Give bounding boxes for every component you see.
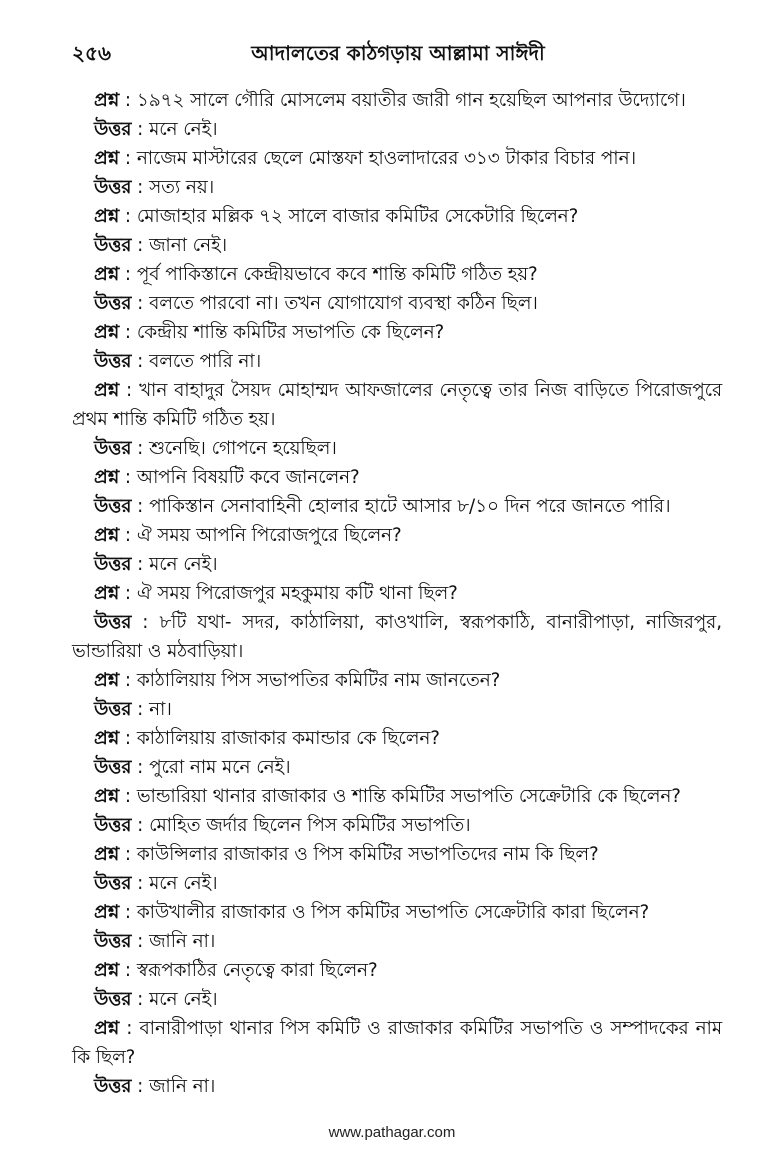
qa-text: স্বরূপকাঠির নেতৃত্বে কারা ছিলেন? — [136, 960, 378, 981]
qa-separator: : — [119, 148, 137, 169]
qa-label: উত্তর — [94, 119, 132, 140]
qa-label: প্রশ্ন — [94, 467, 120, 488]
qa-label: প্রশ্ন — [94, 1018, 120, 1039]
qa-entry — [72, 173, 722, 202]
qa-entry — [72, 289, 722, 318]
qa-text: ৮টি যথা- সদর, কাঠালিয়া, কাওখালি, স্বরূপকাঠি, বানারীপাড়া, নাজিরপুর, ভান্ডারিয়া ও মঠবাড়িয়া। — [72, 612, 722, 662]
qa-text: কাউখালীর রাজাকার ও পিস কমিটির সভাপতি সেক্রেটারি কারা ছিলেন? — [136, 902, 650, 923]
qa-separator: : — [131, 119, 150, 140]
qa-entry — [72, 608, 722, 666]
qa-label: উত্তর — [94, 989, 132, 1010]
qa-entry — [72, 492, 722, 521]
qa-separator: : — [119, 728, 137, 749]
qa-separator: : — [119, 264, 137, 285]
qa-entry — [72, 1072, 722, 1101]
qa-entry — [72, 666, 722, 695]
qa-entry — [72, 840, 722, 869]
qa-text: পূর্ব পাকিস্তানে কেন্দ্রীয়ভাবে কবে শান্তি কমিটি গঠিত হয়? — [136, 264, 538, 285]
qa-label: প্রশ্ন — [94, 960, 120, 981]
qa-label: উত্তর — [94, 177, 132, 198]
qa-entry — [72, 898, 722, 927]
qa-label: উত্তর — [94, 438, 132, 459]
qa-label: উত্তর — [94, 815, 132, 836]
qa-separator: : — [119, 467, 137, 488]
qa-entry — [72, 318, 722, 347]
qa-text: সত্য নয়। — [149, 177, 215, 198]
qa-entry — [72, 695, 722, 724]
qa-text: কাঠালিয়ায় পিস সভাপতির কমিটির নাম জানতেন? — [136, 670, 501, 691]
qa-text: কেন্দ্রীয় শান্তি কমিটির সভাপতি কে ছিলেন? — [136, 322, 445, 343]
qa-label: উত্তর — [94, 757, 132, 778]
qa-text: মনে নেই। — [149, 873, 218, 894]
qa-label: প্রশ্ন — [94, 583, 120, 604]
qa-entry — [72, 579, 722, 608]
qa-label: প্রশ্ন — [94, 844, 120, 865]
qa-label: উত্তর — [94, 554, 132, 575]
qa-separator: : — [131, 989, 150, 1010]
qa-separator: : — [119, 786, 137, 807]
qa-entry — [72, 521, 722, 550]
qa-separator: : — [131, 177, 150, 198]
question-answer-list — [72, 86, 722, 1101]
qa-text: জানি না। — [149, 931, 216, 952]
qa-text: মনে নেই। — [149, 554, 218, 575]
qa-separator: : — [131, 438, 150, 459]
qa-separator: : — [131, 1076, 150, 1097]
qa-label: উত্তর — [94, 931, 132, 952]
qa-separator: : — [119, 1018, 140, 1039]
qa-label: প্রশ্ন — [94, 380, 120, 401]
qa-label: প্রশ্ন — [94, 90, 120, 111]
qa-text: বলতে পারি না। — [149, 351, 262, 372]
qa-label: প্রশ্ন — [94, 525, 120, 546]
qa-text: ঐ সময় পিরোজপুর মহকুমায় কটি থানা ছিল? — [136, 583, 458, 604]
qa-label: প্রশ্ন — [94, 206, 120, 227]
qa-separator: : — [131, 554, 150, 575]
qa-entry — [72, 550, 722, 579]
qa-label: উত্তর — [94, 699, 132, 720]
qa-separator: : — [131, 757, 150, 778]
qa-label: উত্তর — [94, 235, 132, 256]
qa-entry — [72, 956, 722, 985]
qa-entry — [72, 231, 722, 260]
qa-separator: : — [119, 844, 137, 865]
qa-text: শুনেছি। গোপনে হয়েছিল। — [149, 438, 337, 459]
qa-text: না। — [149, 699, 172, 720]
qa-entry — [72, 347, 722, 376]
qa-text: কাউন্সিলার রাজাকার ও পিস কমিটির সভাপতিদের নাম কি ছিল? — [136, 844, 599, 865]
qa-text: বানারীপাড়া থানার পিস কমিটি ও রাজাকার কমিটির সভাপতি ও সম্পাদকের নাম কি ছিল? — [72, 1018, 722, 1068]
qa-entry — [72, 927, 722, 956]
qa-label: প্রশ্ন — [94, 264, 120, 285]
qa-entry — [72, 376, 722, 434]
qa-label: প্রশ্ন — [94, 670, 120, 691]
qa-separator: : — [131, 293, 150, 314]
qa-text: আপনি বিষয়টি কবে জানলেন? — [136, 467, 360, 488]
qa-label: উত্তর — [94, 351, 132, 372]
qa-separator: : — [119, 90, 137, 111]
qa-label: উত্তর — [94, 1076, 132, 1097]
qa-text: জানা নেই। — [149, 235, 228, 256]
footer-website: www.pathagar.com — [328, 1124, 456, 1141]
qa-separator: : — [131, 351, 150, 372]
qa-entry — [72, 115, 722, 144]
qa-entry — [72, 86, 722, 115]
qa-separator: : — [131, 931, 150, 952]
qa-text: কাঠালিয়ায় রাজাকার কমান্ডার কে ছিলেন? — [136, 728, 440, 749]
qa-entry — [72, 1014, 722, 1072]
qa-text: নাজেম মাস্টারের ছেলে মোস্তফা হাওলাদারের ৩১৩ টাকার বিচার পান। — [136, 148, 636, 169]
qa-separator: : — [131, 612, 160, 633]
qa-separator: : — [119, 206, 137, 227]
qa-text: ঐ সময় আপনি পিরোজপুরে ছিলেন? — [136, 525, 402, 546]
qa-separator: : — [131, 496, 150, 517]
qa-label: উত্তর — [94, 293, 132, 314]
qa-text: পাকিস্তান সেনাবাহিনী হোলার হাটে আসার ৮/১০ দিন পরে জানতে পারি। — [149, 496, 671, 517]
qa-separator: : — [119, 322, 137, 343]
qa-separator: : — [119, 960, 137, 981]
qa-text: বলতে পারবো না। তখন যোগাযোগ ব্যবস্থা কঠিন ছিল। — [149, 293, 538, 314]
qa-entry — [72, 144, 722, 173]
qa-text: জানি না। — [149, 1076, 216, 1097]
qa-entry — [72, 753, 722, 782]
qa-label: প্রশ্ন — [94, 322, 120, 343]
qa-separator: : — [131, 873, 150, 894]
qa-label: উত্তর — [94, 612, 132, 633]
page-number: ২৫৬ — [72, 41, 111, 65]
qa-label: উত্তর — [94, 873, 132, 894]
qa-text: মোহিত জর্দার ছিলেন পিস কমিটির সভাপতি। — [149, 815, 471, 836]
qa-separator: : — [119, 902, 137, 923]
qa-entry — [72, 463, 722, 492]
qa-text: মোজাহার মল্লিক ৭২ সালে বাজার কমিটির সেকেটারি ছিলেন? — [136, 206, 579, 227]
qa-separator: : — [131, 235, 150, 256]
qa-separator: : — [119, 670, 137, 691]
qa-label: প্রশ্ন — [94, 786, 120, 807]
qa-entry — [72, 869, 722, 898]
qa-entry — [72, 260, 722, 289]
qa-label: প্রশ্ন — [94, 728, 120, 749]
qa-text: পুরো নাম মনে নেই। — [149, 757, 291, 778]
qa-text: মনে নেই। — [149, 989, 218, 1010]
qa-label: প্রশ্ন — [94, 148, 120, 169]
qa-entry — [72, 434, 722, 463]
qa-entry — [72, 811, 722, 840]
qa-separator: : — [131, 815, 150, 836]
qa-label: প্রশ্ন — [94, 902, 120, 923]
qa-entry — [72, 985, 722, 1014]
qa-text: ভান্ডারিয়া থানার রাজাকার ও শান্তি কমিটির সভাপতি সেক্রেটারি কে ছিলেন? — [136, 786, 681, 807]
qa-label: উত্তর — [94, 496, 132, 517]
qa-text: ১৯৭২ সালে গৌরি মোসলেম বয়াতীর জারী গান হয়েছিল আপনার উদ্যোগে। — [136, 90, 686, 111]
running-title: আদালতের কাঠগড়ায় আল্লামা সাঈদী — [251, 41, 545, 65]
qa-entry — [72, 202, 722, 231]
qa-entry — [72, 724, 722, 753]
page-header — [72, 38, 724, 68]
qa-separator: : — [119, 380, 140, 401]
qa-entry — [72, 782, 722, 811]
qa-separator: : — [119, 583, 137, 604]
qa-separator: : — [131, 699, 150, 720]
qa-text: খান বাহাদুর সৈয়দ মোহাম্মদ আফজালের নেতৃত্বে তার নিজ বাড়িতে পিরোজপুরে প্রথম শান্তি কমিটি গঠিত হয়। — [72, 380, 722, 430]
qa-separator: : — [119, 525, 137, 546]
qa-text: মনে নেই। — [149, 119, 218, 140]
